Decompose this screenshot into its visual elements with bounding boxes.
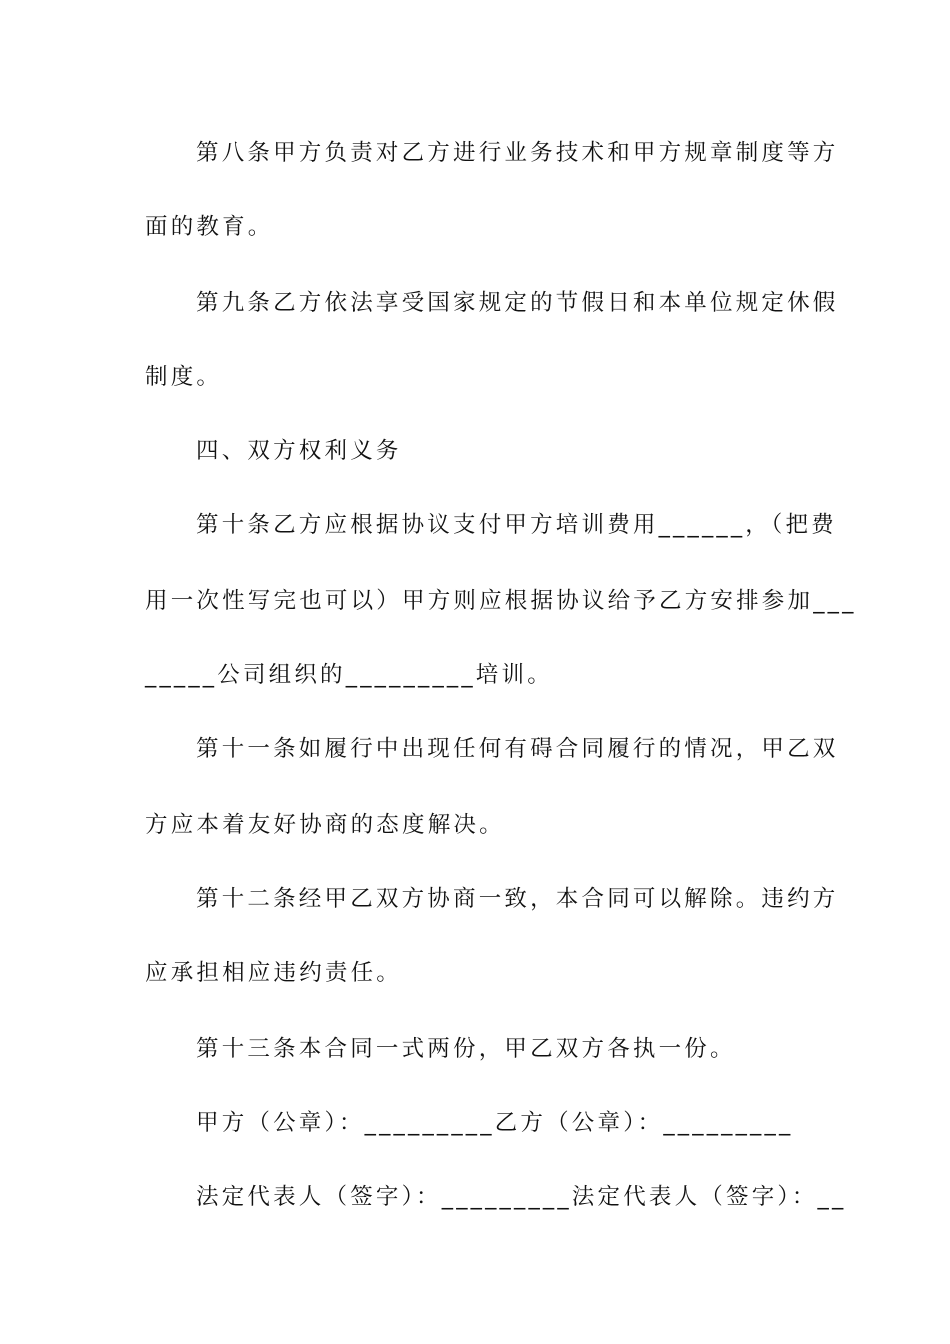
article-9-line-2: 制度。	[145, 364, 223, 390]
signature-line: 法定代表人（签字）：_________法定代表人（签字）：__	[196, 1184, 847, 1210]
article-8-line-1: 第八条甲方负责对乙方进行业务技术和甲方规章制度等方	[196, 140, 839, 166]
article-11-line-2: 方应本着友好协商的态度解决。	[145, 812, 505, 838]
article-9-line-1: 第九条乙方依法享受国家规定的节假日和本单位规定休假	[196, 290, 839, 316]
section-heading: 四、双方权利义务	[196, 438, 402, 464]
article-10-line-1: 第十条乙方应根据协议支付甲方培训费用______，（把费	[196, 512, 837, 538]
article-10-line-3: _____公司组织的_________培训。	[145, 662, 553, 688]
article-12-line-2: 应承担相应违约责任。	[145, 960, 403, 986]
seal-line: 甲方（公章）：_________乙方（公章）：_________	[196, 1110, 794, 1136]
article-10-line-2: 用一次性写完也可以）甲方则应根据协议给予乙方安排参加___	[145, 588, 857, 614]
article-13-line: 第十三条本合同一式两份，甲乙双方各执一份。	[196, 1036, 736, 1062]
article-12-line-1: 第十二条经甲乙双方协商一致，本合同可以解除。违约方	[196, 886, 839, 912]
article-11-line-1: 第十一条如履行中出现任何有碍合同履行的情况，甲乙双	[196, 736, 839, 762]
article-8-line-2: 面的教育。	[145, 214, 274, 240]
